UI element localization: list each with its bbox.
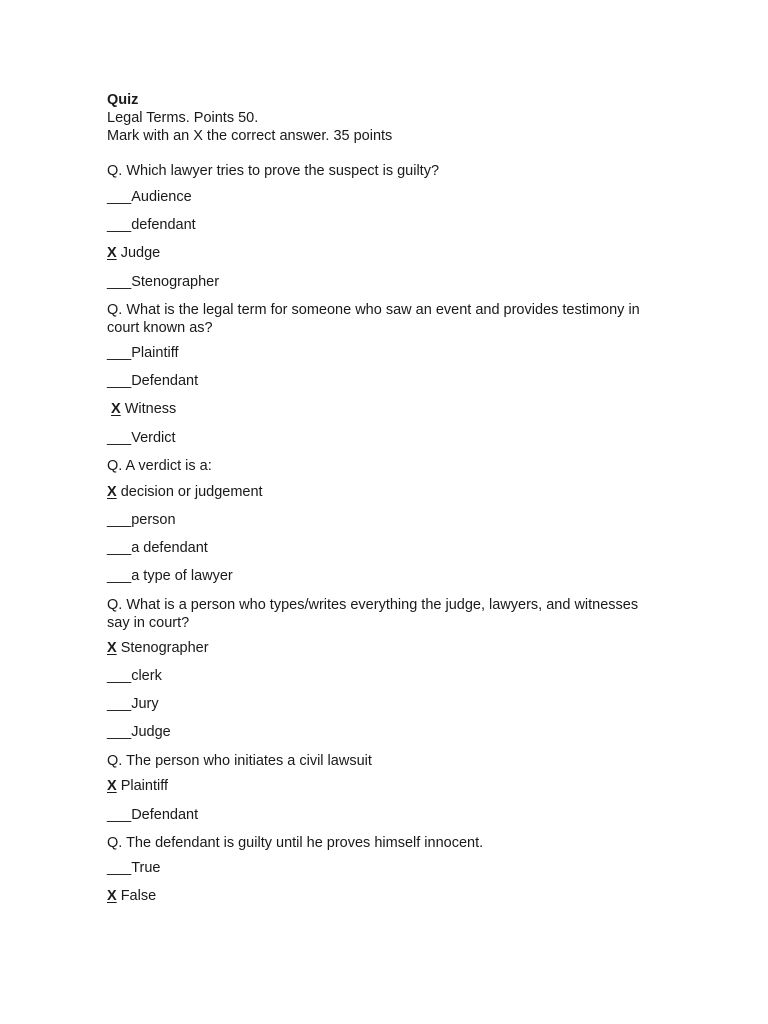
selected-x-mark: X <box>107 484 117 500</box>
answer-option-selected <box>107 483 263 501</box>
blank-marker: ___ <box>107 373 132 389</box>
blank-marker: ___ <box>107 345 132 361</box>
selected-x-mark: X <box>111 401 121 417</box>
blank-marker: ___ <box>107 540 132 556</box>
answer-option <box>107 859 160 877</box>
option-label: Plaintiff <box>120 778 168 794</box>
blank-marker: ___ <box>107 807 132 823</box>
option-label: Defendant <box>131 373 199 389</box>
blank-marker: ___ <box>107 274 132 290</box>
answer-option-selected <box>107 244 160 262</box>
option-label: Witness <box>124 401 177 417</box>
option-label: Plaintiff <box>131 345 179 361</box>
answer-option-selected <box>107 400 176 418</box>
question-text: court known as? <box>107 320 213 336</box>
option-label: False <box>120 888 157 904</box>
answer-option <box>107 539 208 557</box>
quiz-title: Quiz <box>107 92 139 108</box>
answer-option <box>107 511 176 529</box>
answer-option <box>107 344 179 362</box>
option-label: Judge <box>120 245 161 261</box>
selected-x-mark: X <box>107 640 117 656</box>
answer-option-selected <box>107 639 209 657</box>
blank-marker: ___ <box>107 724 132 740</box>
question-text: Q. The defendant is guilty until he proves himself innocent. <box>107 835 484 851</box>
question-text: Q. A verdict is a: <box>107 458 212 474</box>
option-label: decision or judgement <box>120 484 263 500</box>
option-label: Judge <box>131 724 171 740</box>
question-text: say in court? <box>107 615 190 631</box>
question-text: Q. What is the legal term for someone who saw an event and provides testimony in <box>107 302 640 318</box>
blank-marker: ___ <box>107 189 132 205</box>
option-label: Audience <box>131 189 192 205</box>
question-text: Q. The person who initiates a civil lawsuit <box>107 753 372 769</box>
blank-marker: ___ <box>107 512 132 528</box>
blank-marker: ___ <box>107 217 132 233</box>
question-text: Q. What is a person who types/writes everything the judge, lawyers, and witnesses <box>107 597 639 613</box>
option-label: Stenographer <box>120 640 209 656</box>
quiz-subtitle: Legal Terms. Points 50. <box>107 110 259 126</box>
selected-x-mark: X <box>107 245 117 261</box>
question-text: Q. Which lawyer tries to prove the suspect is guilty? <box>107 163 440 179</box>
answer-option-selected <box>107 777 168 795</box>
answer-option-selected <box>107 887 156 905</box>
answer-option <box>107 723 171 741</box>
option-label: a defendant <box>131 540 208 556</box>
option-label: True <box>131 860 161 876</box>
answer-option <box>107 695 159 713</box>
answer-option <box>107 567 233 585</box>
answer-option <box>107 216 196 234</box>
answer-option <box>107 667 162 685</box>
option-label: person <box>131 512 176 528</box>
option-label: Stenographer <box>131 274 220 290</box>
option-label: defendant <box>131 217 196 233</box>
selected-x-mark: X <box>107 778 117 794</box>
option-label: Defendant <box>131 807 199 823</box>
option-label: Verdict <box>131 430 176 446</box>
answer-option <box>107 372 198 390</box>
blank-marker: ___ <box>107 696 132 712</box>
answer-option <box>107 429 176 447</box>
blank-marker: ___ <box>107 668 132 684</box>
quiz-instructions: Mark with an X the correct answer. 35 points <box>107 128 393 144</box>
answer-option <box>107 188 192 206</box>
answer-option <box>107 273 219 291</box>
option-label: Jury <box>131 696 159 712</box>
answer-option <box>107 806 198 824</box>
selected-x-mark: X <box>107 888 117 904</box>
blank-marker: ___ <box>107 430 132 446</box>
option-label: a type of lawyer <box>131 568 233 584</box>
blank-marker: ___ <box>107 568 132 584</box>
blank-marker: ___ <box>107 860 132 876</box>
option-label: clerk <box>131 668 162 684</box>
